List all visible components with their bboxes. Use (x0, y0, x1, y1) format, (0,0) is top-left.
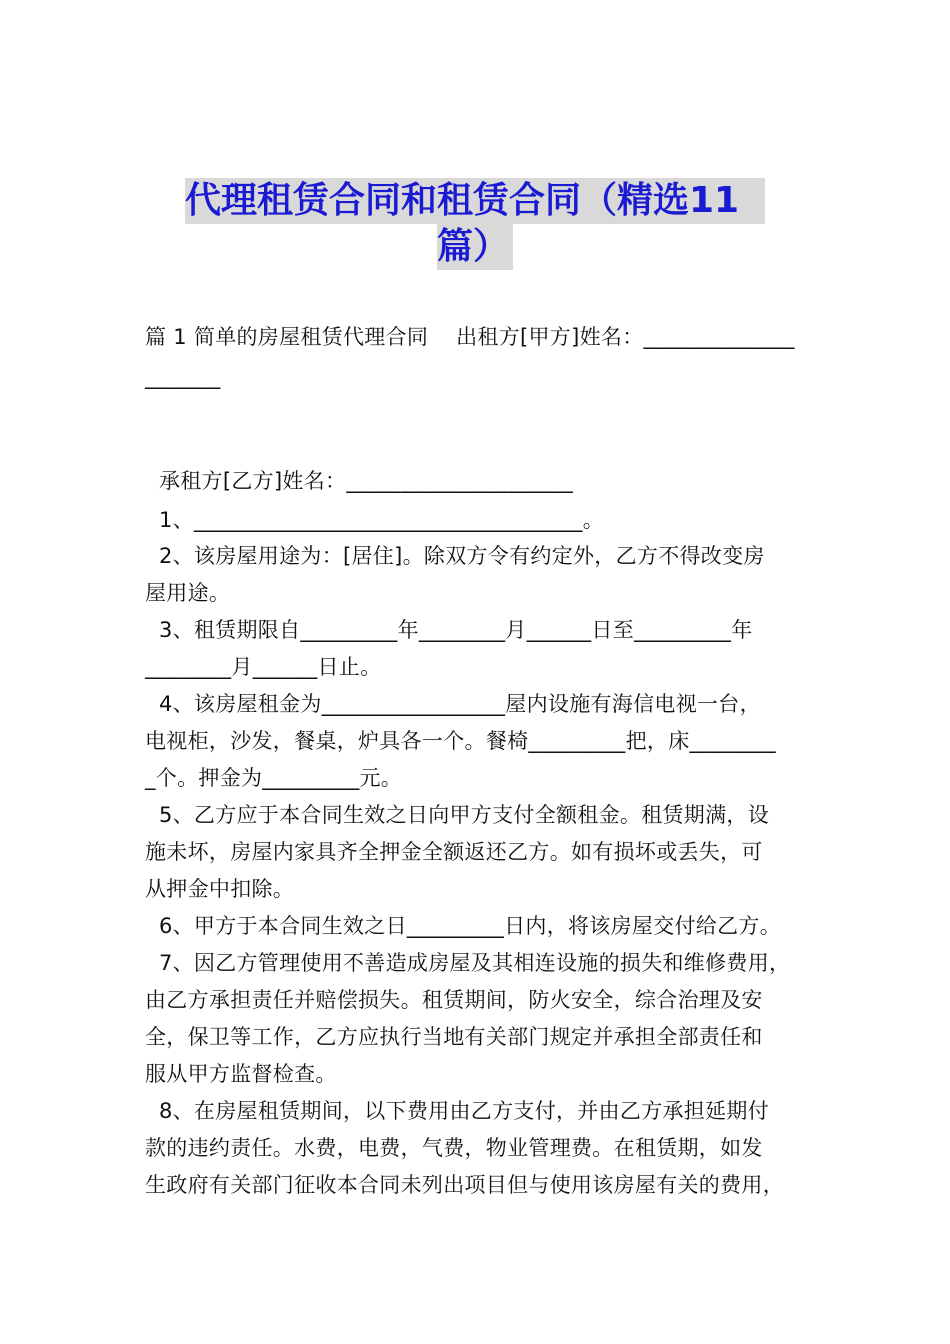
body-line: 电视柜，沙发，餐桌，炉具各一个。餐椅_________把，床________ (145, 729, 776, 753)
body-line: 服从甲方监督检查。 (145, 1062, 337, 1086)
body-line: 6、甲方于本合同生效之日_________日内，将该房屋交付给乙方。 (145, 914, 782, 938)
body-line: 7、因乙方管理使用不善造成房屋及其相连设施的损失和维修费用， (145, 951, 791, 975)
body-line: _______ (145, 365, 221, 389)
body-line: 从押金中扣除。 (145, 877, 295, 901)
body-line: _个。押金为_________元。 (145, 766, 403, 790)
body-line: 全，保卫等工作，乙方应执行当地有关部门规定并承担全部责任和 (145, 1025, 763, 1049)
body-line: 8、在房屋租赁期间，以下费用由乙方支付，并由乙方承担延期付 (145, 1099, 770, 1123)
body-line: 篇 1 简单的房屋租赁代理合同 出租方[甲方]姓名：______________ (145, 325, 795, 349)
body-line: ________月______日止。 (145, 655, 382, 679)
body-line: 5、乙方应于本合同生效之日向甲方支付全额租金。租赁期满，设 (145, 803, 770, 827)
body-line: 2、该房屋用途为：[居住]。除双方令有约定外，乙方不得改变房 (145, 544, 765, 568)
body-line: 3、租赁期限自_________年________月______日至_________年 (145, 618, 753, 642)
body-line: 承租方[乙方]姓名：_____________________ (145, 469, 574, 493)
body-line: 由乙方承担责任并赔偿损失。租赁期间，防火安全，综合治理及安 (145, 988, 763, 1012)
document-title-line-1: 代理租赁合同和租赁合同（精选11 (185, 178, 765, 224)
body-line: 1、____________________________________。 (145, 508, 605, 532)
body-line: 4、该房屋租金为_________________屋内设施有海信电视一台， (145, 692, 761, 716)
body-line: 款的违约责任。水费，电费，气费，物业管理费。在租赁期，如发 (145, 1136, 763, 1160)
document-title-line-2: 篇） (437, 224, 513, 270)
body-line: 施未坏，房屋内家具齐全押金全额返还乙方。如有损坏或丢失，可 (145, 840, 763, 864)
body-line: 生政府有关部门征收本合同未列出项目但与使用该房屋有关的费用， (145, 1173, 784, 1197)
body-line: 屋用途。 (145, 581, 231, 605)
